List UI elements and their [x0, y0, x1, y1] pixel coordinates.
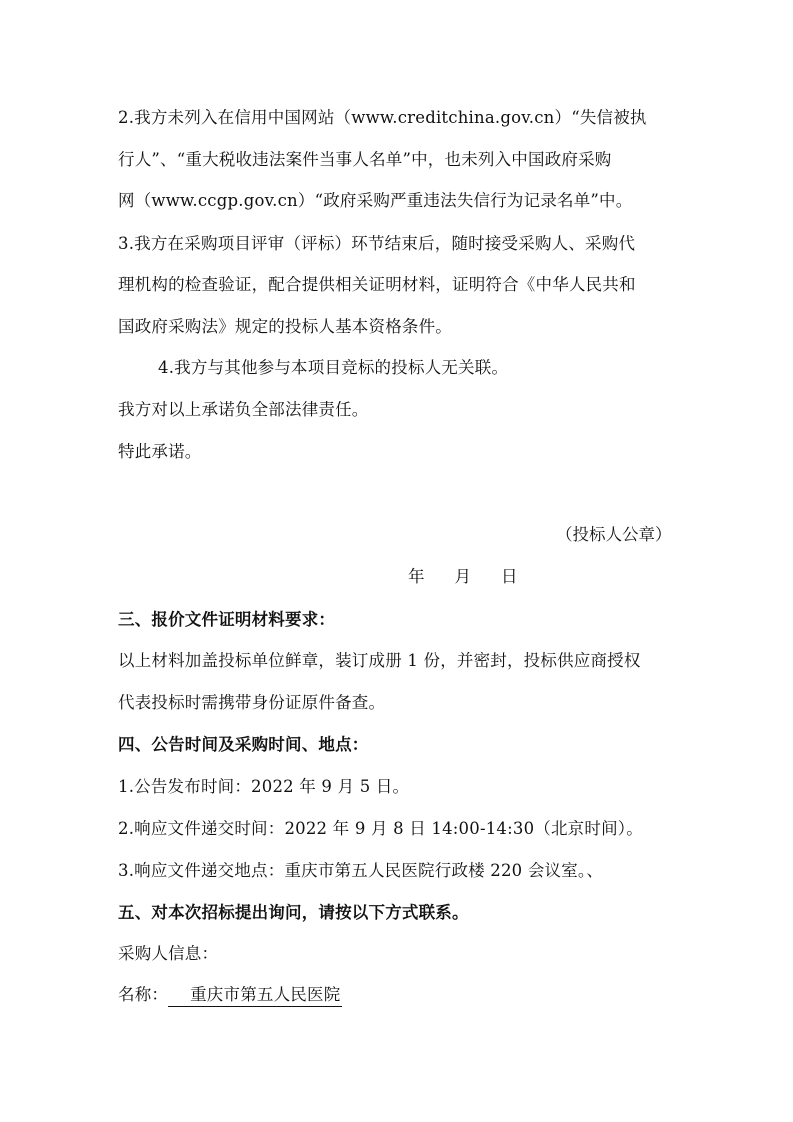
submission-location: 3.响应文件递交地点：重庆市第五人民医院行政楼 220 会议室。、 [118, 861, 604, 880]
commitment-item-2-line-1: 2.我方未列入在信用中国网站（www.creditchina.gov.cn）“失信被执 [118, 108, 647, 127]
announcement-time: 1.公告发布时间：2022 年 9 月 5 日。 [118, 777, 410, 796]
section-5-heading: 五、对本次招标提出询问，请按以下方式联系。 [118, 903, 469, 922]
commitment-item-3-line-1: 3.我方在采购项目评审（评标）环节结束后，随时接受采购人、采购代 [118, 234, 636, 253]
date-day: 日 [501, 567, 518, 586]
commitment-item-3-line-3: 国政府采购法》规定的投标人基本资格条件。 [118, 317, 452, 336]
date-month: 月 [454, 567, 471, 586]
section-3-paragraph-line-1: 以上材料加盖投标单位鲜章，装订成册 1 份，并密封，投标供应商授权 [118, 651, 641, 670]
commitment-item-4: 4.我方与其他参与本项目竞标的投标人无关联。 [158, 358, 509, 377]
commitment-item-2-line-3: 网（www.ccgp.gov.cn）“政府采购严重违法失信行为记录名单”中。 [118, 191, 633, 210]
purchaser-info-label: 采购人信息： [118, 944, 219, 963]
purchaser-name-label: 名称： [118, 985, 169, 1004]
section-4-heading: 四、公告时间及采购时间、地点： [118, 735, 369, 754]
section-3-heading: 三、报价文件证明材料要求： [118, 610, 336, 629]
bidder-seal-label: （投标人公章） [556, 525, 672, 544]
commitment-item-2-line-2: 行人”、“重大税收违法案件当事人名单”中，也未列入中国政府采购 [118, 150, 612, 169]
purchaser-name-value: 重庆市第五人民医院 [168, 984, 342, 1007]
closing-statement: 特此承诺。 [118, 442, 202, 461]
section-3-paragraph-line-2: 代表投标时需携带身份证原件备查。 [118, 693, 386, 712]
responsibility-statement: 我方对以上承诺负全部法律责任。 [118, 400, 369, 419]
commitment-item-3-line-2: 理机构的检查验证，配合提供相关证明材料，证明符合《中华人民共和 [118, 275, 636, 294]
purchaser-name-row [118, 983, 342, 1007]
date-year: 年 [408, 567, 425, 586]
submission-time: 2.响应文件递交时间：2022 年 9 月 8 日 14:00-14:30（北京时间）。 [118, 819, 643, 838]
signature-date [408, 565, 518, 589]
